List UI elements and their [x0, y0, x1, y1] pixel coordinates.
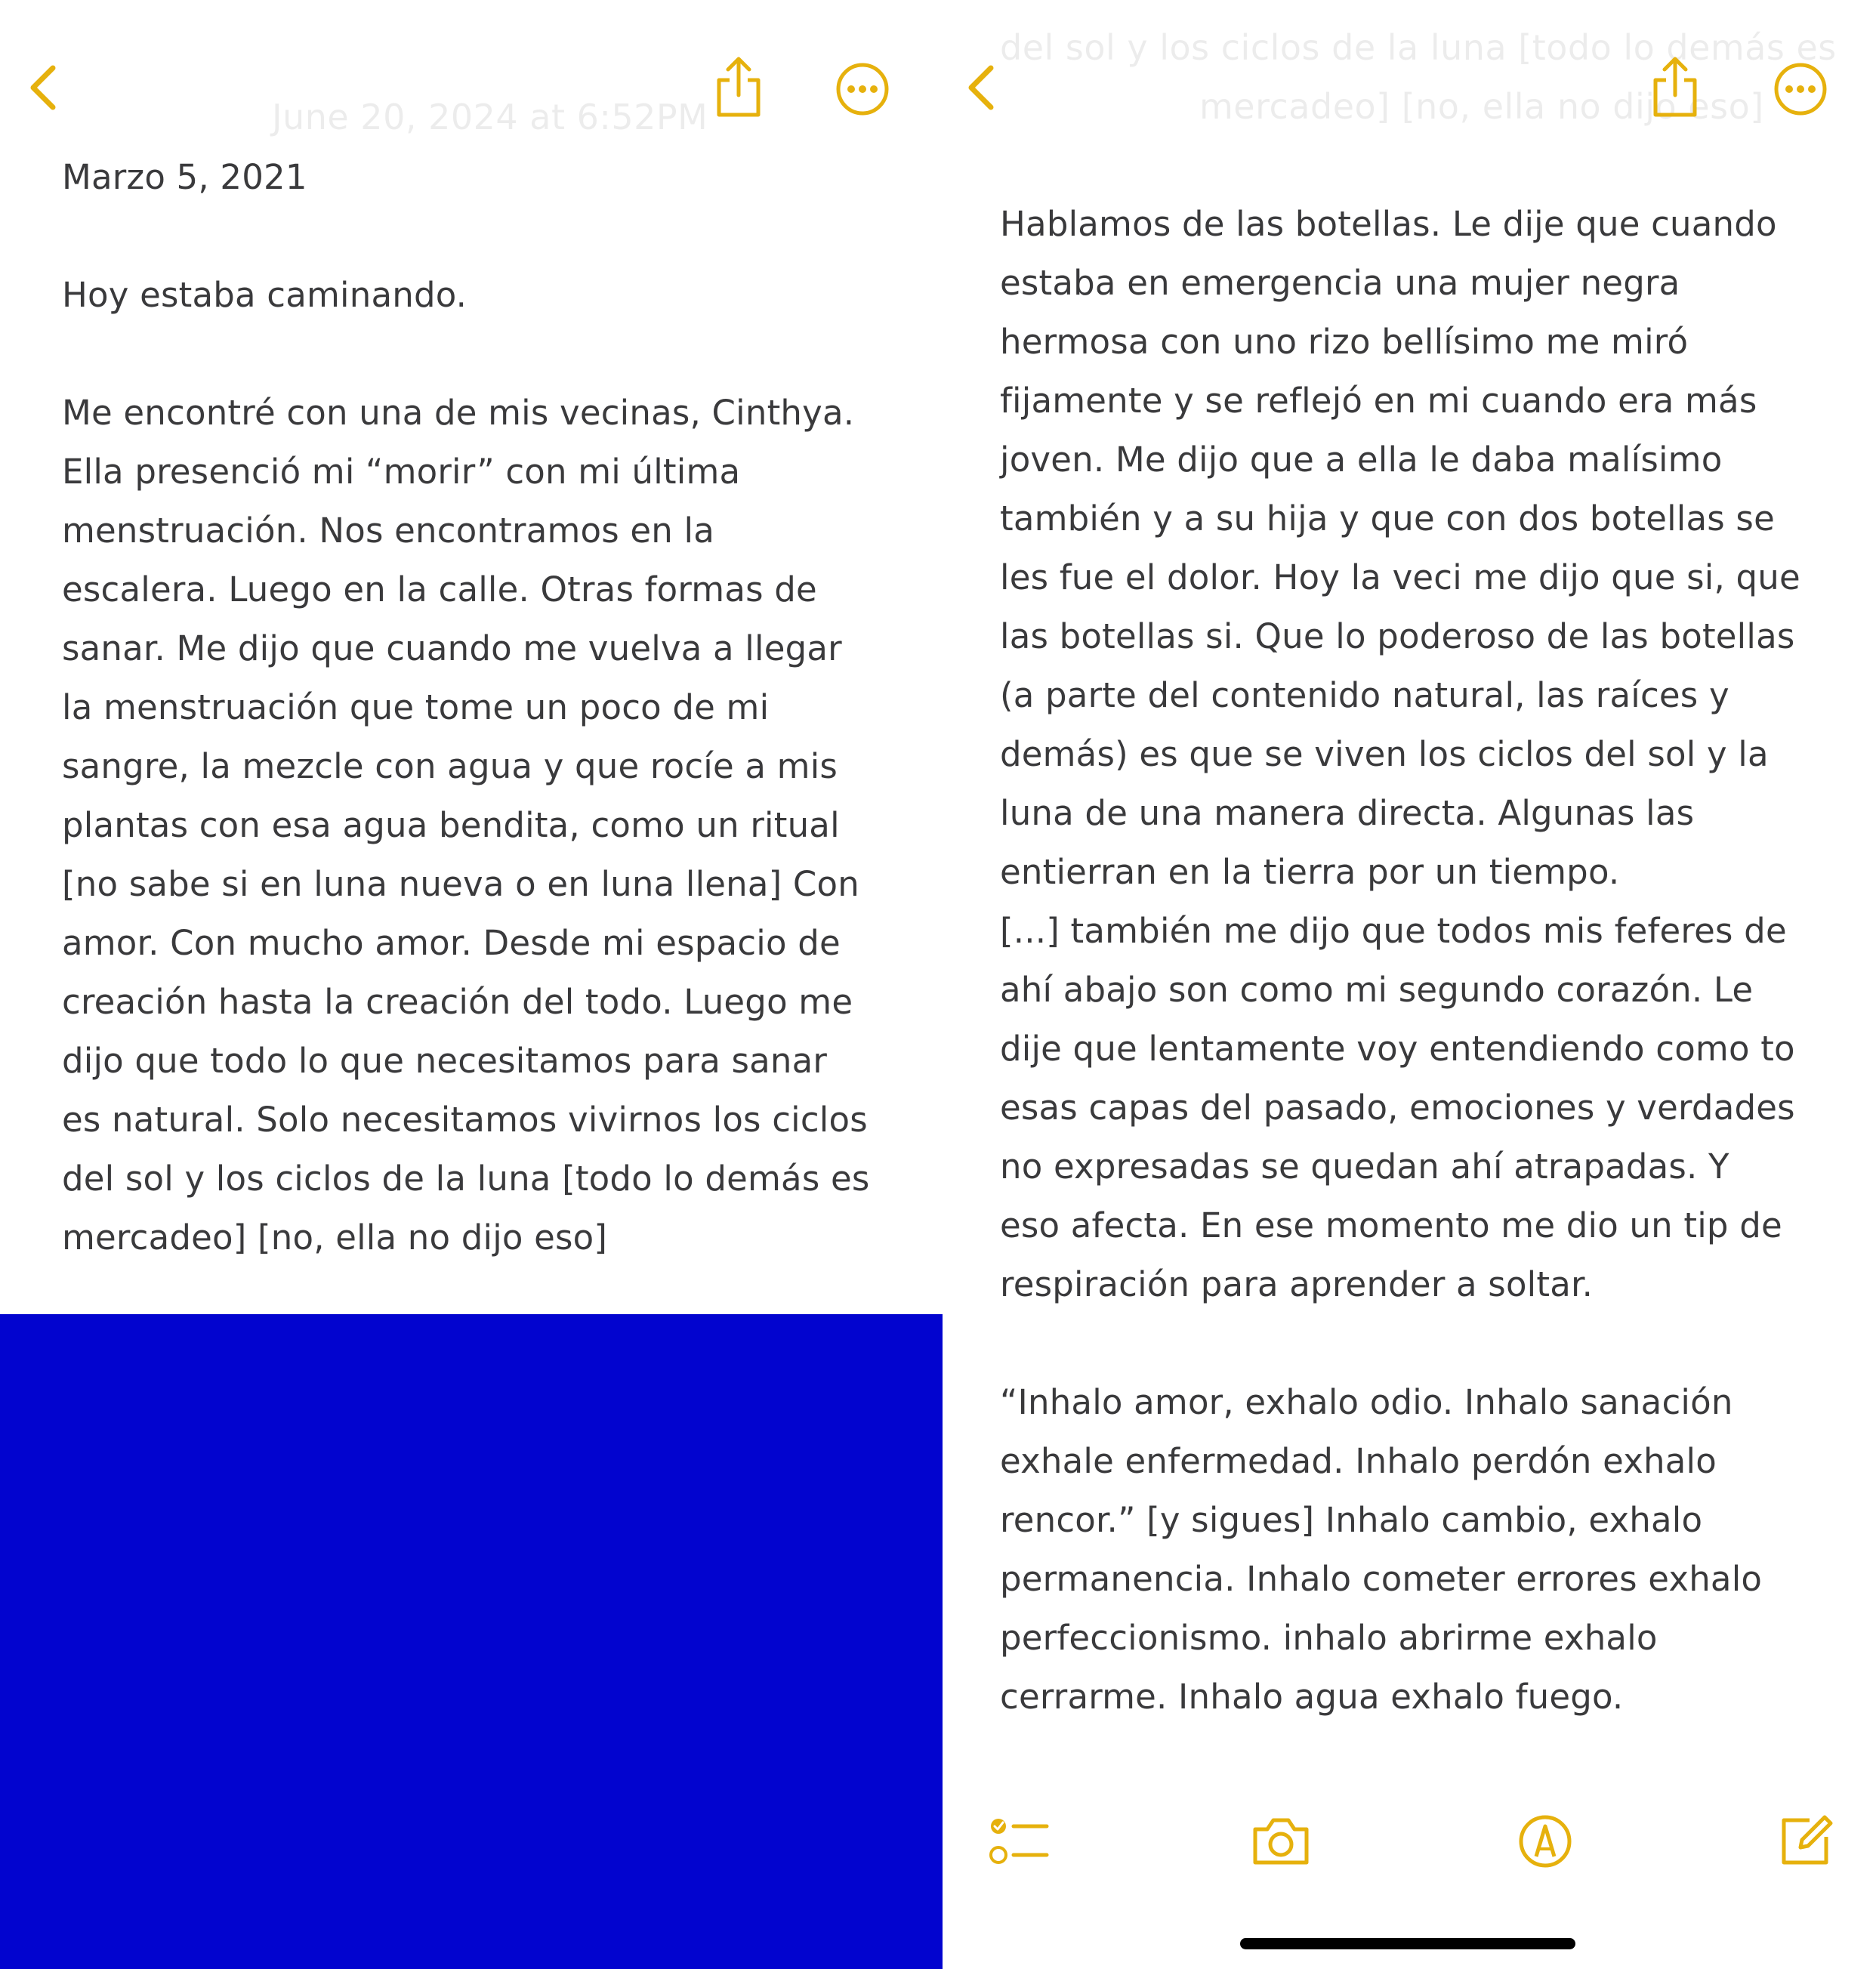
note-line: Ella presenció mi “morir” con mi última: [62, 452, 741, 492]
note-intro: Hoy estaba caminando.: [62, 275, 467, 315]
redaction-block: [0, 1314, 943, 1969]
compose-icon: [1779, 1813, 1834, 1867]
chevron-left-icon: [965, 63, 995, 112]
note-line: rencor.” [y sigues] Inhalo cambio, exhalo: [1000, 1500, 1703, 1540]
note-line: también y a su hija y que con dos botellas se: [1000, 498, 1775, 539]
markup-pen-icon: [1518, 1814, 1572, 1869]
checklist-icon: [989, 1816, 1050, 1870]
home-indicator[interactable]: [1240, 1938, 1575, 1949]
compose-button[interactable]: [1779, 1813, 1834, 1867]
markup-button[interactable]: [1518, 1814, 1572, 1869]
note-line: [...] también me dijo que todos mis feferes de: [1000, 911, 1787, 951]
note-line: escalera. Luego en la calle. Otras formas de: [62, 569, 817, 610]
note-line: permanencia. Inhalo cometer errores exhalo: [1000, 1559, 1763, 1599]
note-line: cerrarme. Inhalo agua exhalo fuego.: [1000, 1677, 1624, 1717]
more-button[interactable]: [835, 62, 890, 116]
note-line: “Inhalo amor, exhalo odio. Inhalo sanación: [1000, 1382, 1733, 1422]
note-line: no expresadas se quedan ahí atrapadas. Y: [1000, 1147, 1729, 1187]
share-icon: [713, 56, 764, 119]
ellipsis-circle-icon: [1773, 62, 1828, 116]
note-line: plantas con esa agua bendita, como un ritual: [62, 805, 840, 845]
note-line: hermosa con uno rizo bellísimo me miró: [1000, 322, 1689, 362]
note-line: estaba en emergencia una mujer negra: [1000, 263, 1680, 303]
note-line: esas capas del pasado, emociones y verdades: [1000, 1088, 1795, 1128]
note-body-left[interactable]: [62, 148, 870, 1267]
note-line: eso afecta. En ese momento me dio un tip de: [1000, 1205, 1782, 1245]
checklist-button[interactable]: [989, 1816, 1050, 1870]
note-date: Marzo 5, 2021: [62, 157, 307, 197]
note-line: les fue el dolor. Hoy la veci me dijo que si, que: [1000, 557, 1800, 597]
note-body-right[interactable]: [1000, 195, 1800, 1727]
share-icon: [1649, 56, 1701, 119]
note-line: fijamente y se reflejó en mi cuando era más: [1000, 381, 1757, 421]
note-line: joven. Me dijo que a ella le daba malísimo: [1000, 440, 1723, 480]
more-button[interactable]: [1773, 62, 1828, 116]
note-line: exhale enfermedad. Inhalo perdón exhalo: [1000, 1441, 1717, 1481]
chevron-left-icon: [27, 63, 57, 112]
note-line: sangre, la mezcle con agua y que rocíe a mis: [62, 746, 838, 786]
note-line: perfeccionismo. inhalo abrirme exhalo: [1000, 1618, 1658, 1658]
camera-icon: [1251, 1816, 1311, 1867]
share-button[interactable]: [713, 56, 764, 119]
note-line: la menstruación que tome un poco de mi: [62, 687, 770, 727]
faded-scrolled-line: mercadeo] [no, ella no dijo eso]: [1199, 86, 1764, 127]
note-line: es natural. Solo necesitamos vivirnos los ciclos: [62, 1100, 868, 1140]
note-line: las botellas si. Que lo poderoso de las botellas: [1000, 616, 1795, 656]
share-button[interactable]: [1649, 56, 1701, 119]
faded-timestamp: June 20, 2024 at 6:52PM: [272, 97, 708, 137]
note-line: respiración para aprender a soltar.: [1000, 1264, 1594, 1304]
note-line: dije que lentamente voy entendiendo como to: [1000, 1029, 1795, 1069]
note-line: demás) es que se viven los ciclos del sol y la: [1000, 734, 1769, 774]
note-line: ahí abajo son como mi segundo corazón. Le: [1000, 970, 1754, 1010]
note-line: menstruación. Nos encontramos en la: [62, 511, 714, 551]
note-line: Me encontré con una de mis vecinas, Cinthya.: [62, 393, 855, 433]
note-panel-right: [943, 0, 1876, 1969]
back-button[interactable]: [27, 63, 57, 112]
note-line: mercadeo] [no, ella no dijo eso]: [62, 1218, 608, 1258]
note-line: sanar. Me dijo que cuando me vuelva a llegar: [62, 628, 842, 668]
note-line: [no sabe si en luna nueva o en luna llena] Con: [62, 864, 859, 904]
note-line: del sol y los ciclos de la luna [todo lo demás es: [62, 1159, 870, 1199]
note-line: amor. Con mucho amor. Desde mi espacio de: [62, 923, 841, 963]
ellipsis-circle-icon: [835, 62, 890, 116]
note-line: dijo que todo lo que necesitamos para sanar: [62, 1041, 828, 1081]
back-button[interactable]: [965, 63, 995, 112]
faded-scrolled-line: del sol y los ciclos de la luna [todo lo demás es: [1000, 27, 1837, 68]
note-line: luna de una manera directa. Algunas las: [1000, 793, 1695, 833]
camera-button[interactable]: [1251, 1816, 1311, 1867]
note-line: (a parte del contenido natural, las raíces y: [1000, 675, 1729, 715]
note-line: creación hasta la creación del todo. Luego me: [62, 982, 853, 1022]
note-line: entierran en la tierra por un tiempo.: [1000, 852, 1620, 892]
note-line: Hablamos de las botellas. Le dije que cuando: [1000, 204, 1777, 244]
